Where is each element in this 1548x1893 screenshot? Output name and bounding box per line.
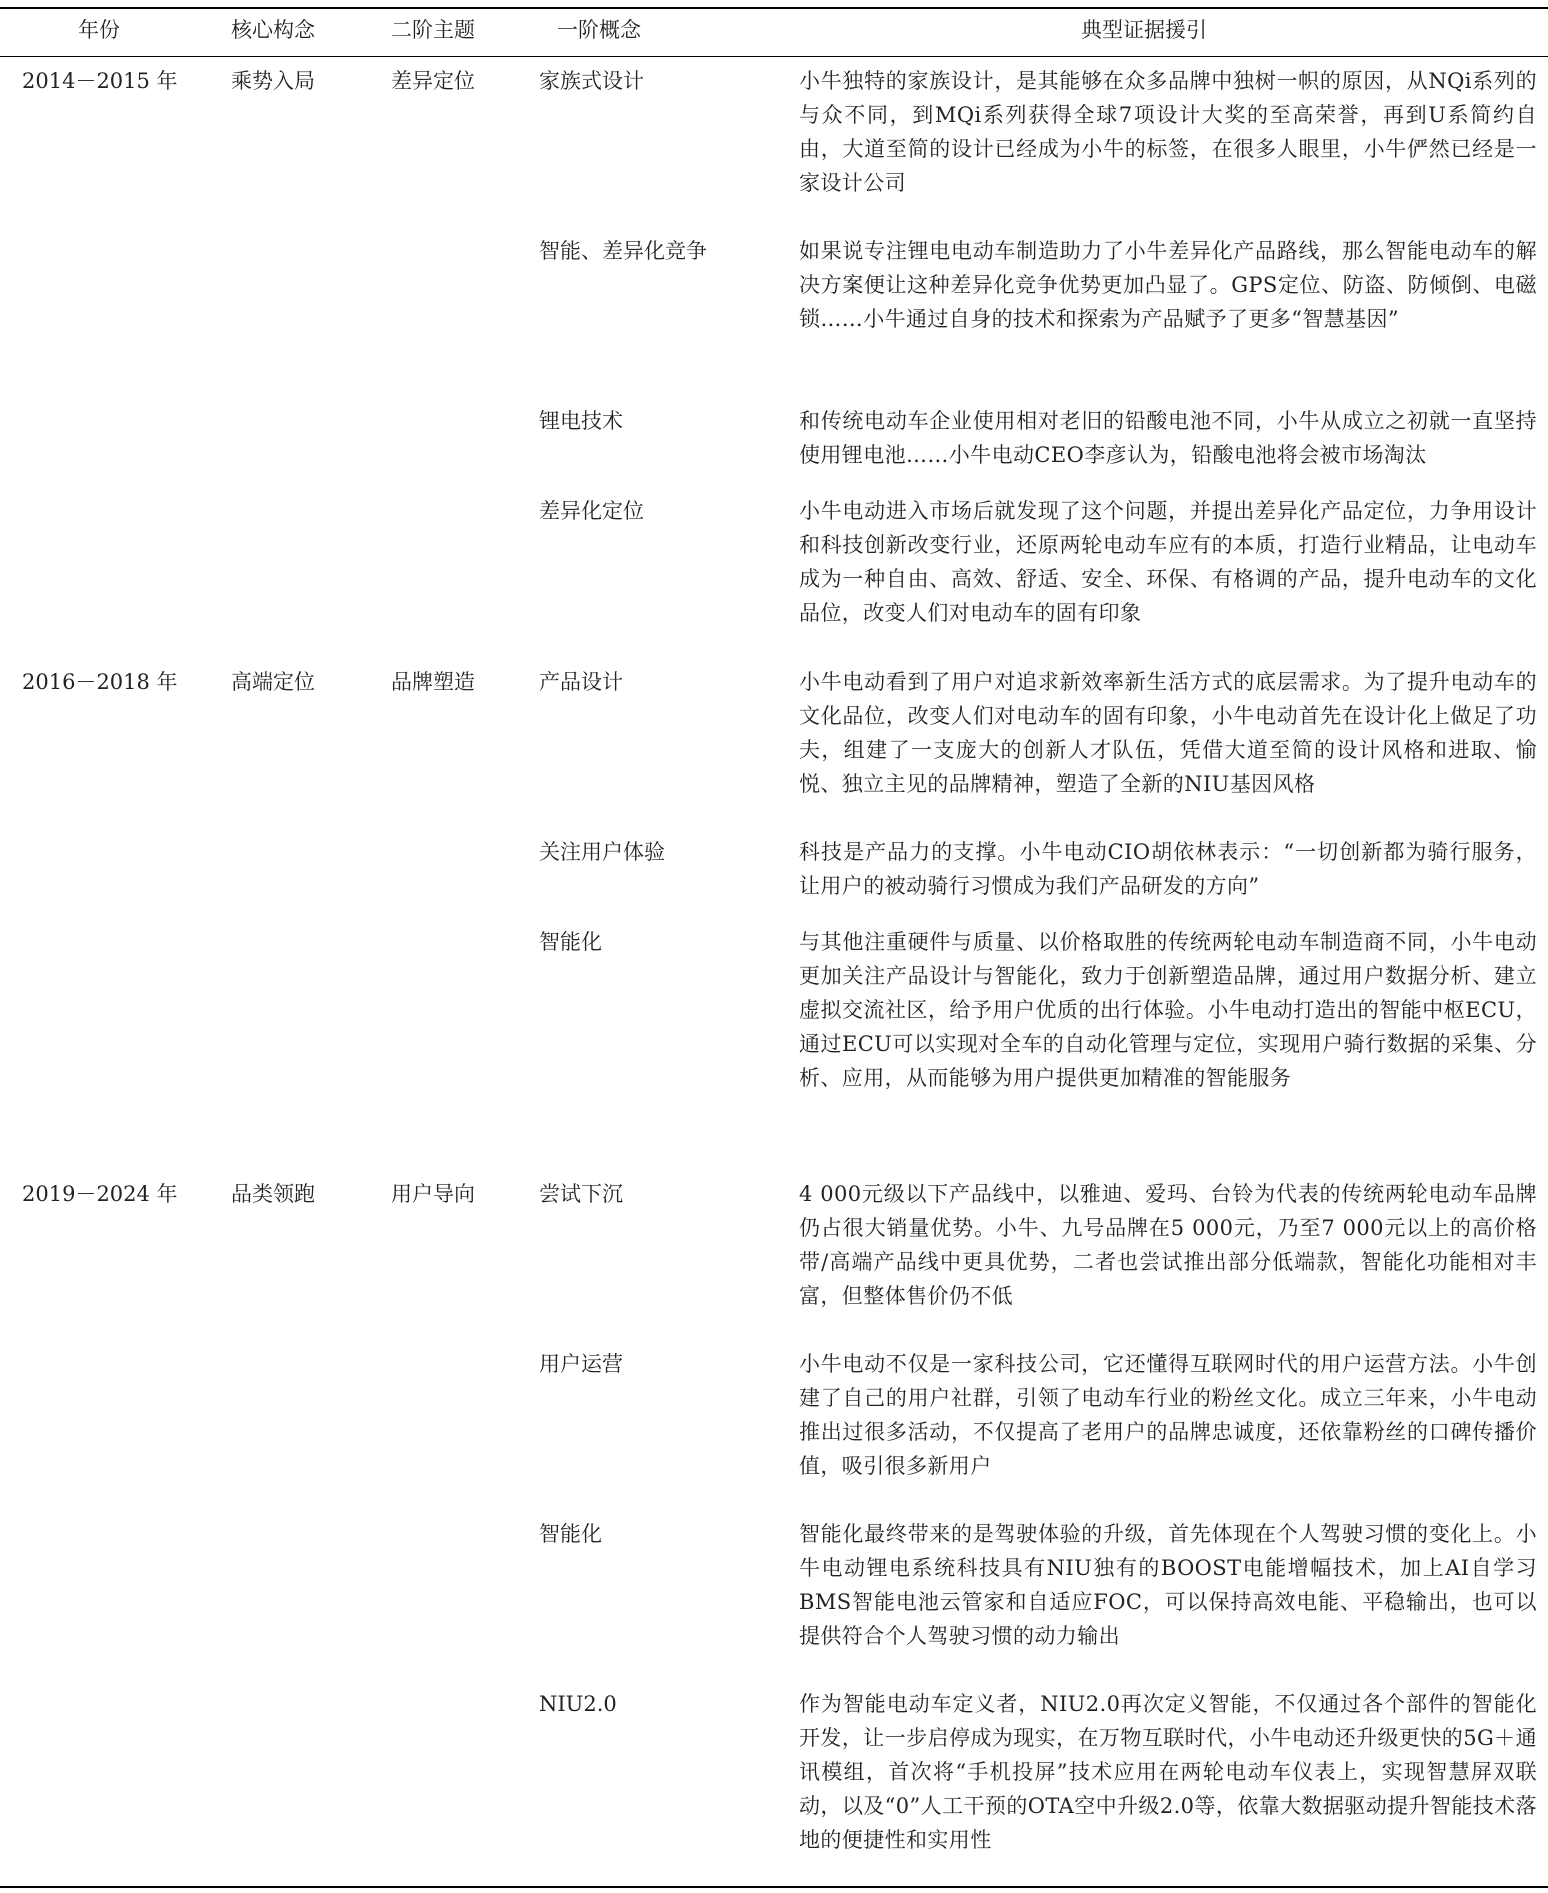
first-concept: 用户运营 <box>539 1352 623 1376</box>
first-concept: 家族式设计 <box>539 69 644 93</box>
header-rule <box>0 56 1548 57</box>
header-evidence: 典型证据援引 <box>1081 18 1207 42</box>
group-second-theme: 差异定位 <box>391 69 475 93</box>
group-second-theme: 用户导向 <box>391 1182 475 1206</box>
evidence-text: 4 000元级以下产品线中，以雅迪、爱玛、台铃为代表的传统两轮电动车品牌仍占很大销量优势。小牛、九号品牌在5 000元，乃至7 000元以上的高价格带/高端产品线中更具优势，二者也尝试推出部分低端款，智能化功能相对丰富，但整体售价仍不低 <box>799 1182 1537 1308</box>
first-concept: 智能、差异化竞争 <box>539 239 707 263</box>
group-core-concept: 高端定位 <box>231 670 315 694</box>
header-second-theme: 二阶主题 <box>391 18 475 42</box>
first-concept: NIU2.0 <box>539 1692 617 1716</box>
evidence-text: 小牛电动不仅是一家科技公司，它还懂得互联网时代的用户运营方法。小牛创建了自己的用户社群，引领了电动车行业的粉丝文化。成立三年来，小牛电动推出过很多活动，不仅提高了老用户的品牌忠诚度，还依靠粉丝的口碑传播价值，吸引很多新用户 <box>799 1352 1537 1478</box>
first-concept: 尝试下沉 <box>539 1182 623 1206</box>
evidence-text: 智能化最终带来的是驾驶体验的升级，首先体现在个人驾驶习惯的变化上。小牛电动锂电系统科技具有NIU独有的BOOST电能增幅技术，加上AI自学习BMS智能电池云管家和自适应FOC，可以保持高效电能、平稳输出，也可以提供符合个人驾驶习惯的动力输出 <box>799 1522 1537 1648</box>
evidence-text: 如果说专注锂电电动车制造助力了小牛差异化产品路线，那么智能电动车的解决方案便让这种差异化竞争优势更加凸显了。GPS定位、防盗、防倾倒、电磁锁……小牛通过自身的技术和探索为产品赋予了更多“智慧基因” <box>799 239 1537 331</box>
header-core-concept: 核心构念 <box>231 18 315 42</box>
first-concept: 产品设计 <box>539 670 623 694</box>
group-year: 2014－2015 年 <box>22 69 178 93</box>
first-concept: 差异化定位 <box>539 499 644 523</box>
top-rule <box>0 7 1548 9</box>
evidence-text: 小牛独特的家族设计，是其能够在众多品牌中独树一帜的原因，从NQi系列的与众不同，到MQi系列获得全球7项设计大奖的至高荣誉，再到U系简约自由，大道至简的设计已经成为小牛的标签，在很多人眼里，小牛俨然已经是一家设计公司 <box>799 69 1537 195</box>
header-first-concept: 一阶概念 <box>557 18 641 42</box>
group-core-concept: 乘势入局 <box>231 69 315 93</box>
group-second-theme: 品牌塑造 <box>391 670 475 694</box>
group-core-concept: 品类领跑 <box>231 1182 315 1206</box>
group-year: 2019－2024 年 <box>22 1182 178 1206</box>
first-concept: 锂电技术 <box>539 409 623 433</box>
evidence-text: 小牛电动看到了用户对追求新效率新生活方式的底层需求。为了提升电动车的文化品位，改变人们对电动车的固有印象，小牛电动首先在设计化上做足了功夫，组建了一支庞大的创新人才队伍，凭借大道至简的设计风格和进取、愉悦、独立主见的品牌精神，塑造了全新的NIU基因风格 <box>799 670 1537 796</box>
evidence-text: 作为智能电动车定义者，NIU2.0再次定义智能，不仅通过各个部件的智能化开发，让一步启停成为现实，在万物互联时代，小牛电动还升级更快的5G＋通讯模组，首次将“手机投屏”技术应用在两轮电动车仪表上，实现智慧屏双联动，以及“0”人工干预的OTA空中升级2.0等，依靠大数据驱动提升智能技术落地的便捷性和实用性 <box>799 1692 1537 1852</box>
group-year: 2016－2018 年 <box>22 670 178 694</box>
evidence-text: 和传统电动车企业使用相对老旧的铅酸电池不同，小牛从成立之初就一直坚持使用锂电池……小牛电动CEO李彦认为，铅酸电池将会被市场淘汰 <box>799 409 1537 467</box>
evidence-text: 与其他注重硬件与质量、以价格取胜的传统两轮电动车制造商不同，小牛电动更加关注产品设计与智能化，致力于创新塑造品牌，通过用户数据分析、建立虚拟交流社区，给予用户优质的出行体验。小牛电动打造出的智能中枢ECU，通过ECU可以实现对全车的自动化管理与定位，实现用户骑行数据的采集、分析、应用，从而能够为用户提供更加精准的智能服务 <box>799 930 1537 1090</box>
evidence-text: 小牛电动进入市场后就发现了这个问题，并提出差异化产品定位，力争用设计和科技创新改变行业，还原两轮电动车应有的本质，打造行业精品，让电动车成为一种自由、高效、舒适、安全、环保、有格调的产品，提升电动车的文化品位，改变人们对电动车的固有印象 <box>799 499 1537 625</box>
first-concept: 智能化 <box>539 930 602 954</box>
evidence-text: 科技是产品力的支撑。小牛电动CIO胡依林表示：“一切创新都为骑行服务，让用户的被动骑行习惯成为我们产品研发的方向” <box>799 840 1537 898</box>
header-year: 年份 <box>78 18 120 42</box>
first-concept: 关注用户体验 <box>539 840 665 864</box>
first-concept: 智能化 <box>539 1522 602 1546</box>
bottom-rule <box>0 1886 1548 1888</box>
